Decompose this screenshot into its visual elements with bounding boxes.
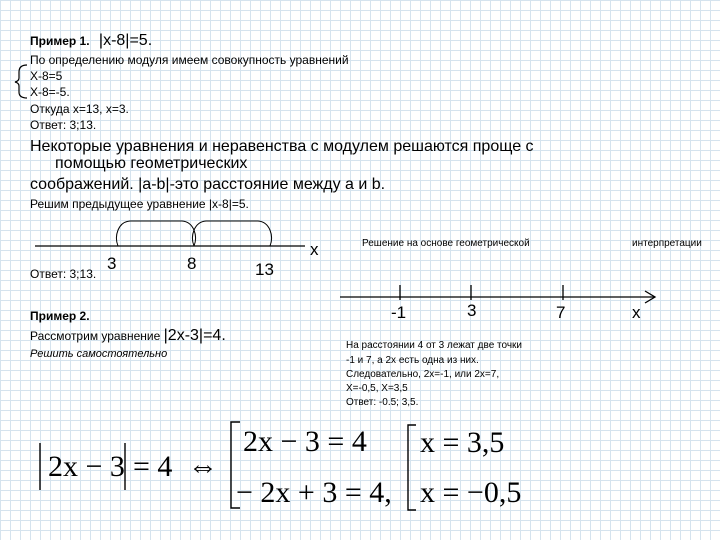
formula-sol2: x = −0,5 [420,476,522,509]
explanation-line2: -1 и 7, а 2х есть одна из них. [346,355,479,366]
example1-title: Пример 1. [30,34,90,48]
solutions-text: Откуда x=13, x=3. [30,102,129,116]
explanation-line3: Следовательно, 2х=-1, или 2х=7, [346,369,500,380]
geometric-line1: Некоторые уравнения и неравенства с модулем решаются проще с [30,138,534,155]
solve-again-text: Решим предыдущее уравнение |x-8|=5. [30,197,249,211]
formula-case2: − 2x + 3 = 4, [236,476,392,509]
numberline2-title-right: интерпретации [632,238,702,249]
formula-lhs-inner: 2x − 3 [48,450,125,483]
numberline1-label-13: 13 [255,260,274,279]
numberline2-title-left: Решение на основе геометрической [362,238,530,249]
numberline2-label-7: 7 [556,303,566,322]
example2-consider: Рассмотрим уравнение [30,329,161,343]
definition-text: По определению модуля имеем совокупность уравнений [30,53,349,67]
numberline1-label-8: 8 [187,254,197,273]
numberline1-arc-right [193,221,272,246]
example2-title: Пример 2. [30,309,90,323]
geometric-line2: помощью геометрических [55,155,248,172]
numberline1-label-3: 3 [107,254,117,273]
numberline1-answer: Ответ: 3;13. [30,267,97,281]
system-line2: X-8=-5. [30,85,70,99]
example1-answer: Ответ: 3;13. [30,118,97,132]
explanation-line5: Ответ: -0.5; 3,5. [346,397,419,408]
example2-task: Решить самостоятельно [30,348,168,360]
numberline2-axis-label: x [632,303,641,322]
numberline1-axis-label: x [310,240,319,259]
numberline2-label-3: 3 [467,301,477,320]
example2-equation: |2x-3|=4. [163,327,226,344]
geometric-line3: соображений. |a-b|-это расстояние между a и b. [30,176,386,193]
solutions-bracket [408,425,416,510]
formula-equiv: ⇔ [188,450,218,483]
system-brace [15,65,27,98]
example1-equation: |x-8|=5. [98,32,153,49]
example2-consider-line [30,327,226,345]
system-line1: X-8=5 [30,69,63,83]
numberline2-label-minus1: -1 [391,303,407,322]
explanation-line4: Х=-0,5, Х=3,5 [346,383,408,394]
formula-lhs-rhs: = 4 [133,450,173,483]
numberline1-arc-left [117,221,196,246]
formula-sol1: x = 3,5 [420,426,505,459]
formula-case1: 2x − 3 = 4 [243,425,367,458]
explanation-line1: На расстоянии 4 от 3 лежат две точки [346,340,523,351]
